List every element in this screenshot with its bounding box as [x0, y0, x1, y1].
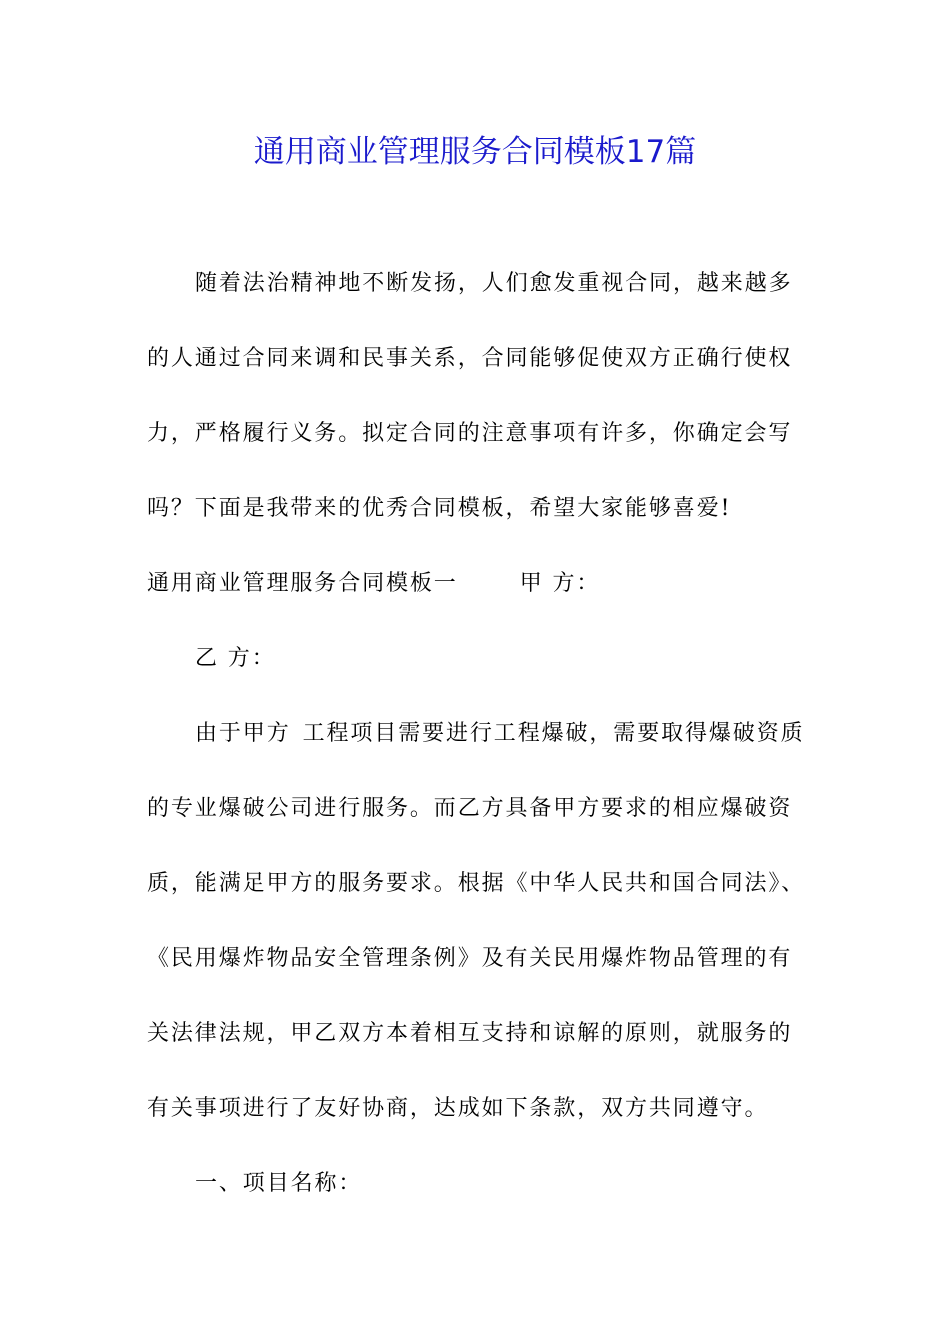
body-line-2: 的专业爆破公司进行服务。而乙方具备甲方要求的相应爆破资	[147, 796, 793, 821]
body-line-1-suffix: 工程项目需要进行工程爆破，需要取得爆破资质	[302, 721, 805, 746]
party-b-label: 乙 方：	[195, 646, 276, 671]
intro-line-3: 力，严格履行义务。拟定合同的注意事项有许多，你确定会写	[147, 421, 793, 446]
body-line-1-prefix: 由于甲方	[195, 721, 291, 746]
intro-line-1: 随着法治精神地不断发扬，人们愈发重视合同，越来越多	[195, 271, 793, 296]
body-line-1	[195, 714, 875, 754]
body-line-5: 关法律法规，甲乙双方本着相互支持和谅解的原则，就服务的	[147, 1021, 793, 1046]
body-line-4: 《民用爆炸物品安全管理条例》及有关民用爆炸物品管理的有	[147, 946, 793, 971]
item-1-heading: 一、项目名称：	[195, 1171, 363, 1196]
intro-line-2: 的人通过合同来调和民事关系，合同能够促使双方正确行使权	[147, 346, 793, 371]
intro-line-4: 吗？下面是我带来的优秀合同模板，希望大家能够喜爱!	[147, 496, 732, 521]
body-line-6: 有关事项进行了友好协商，达成如下条款，双方共同遵守。	[147, 1096, 769, 1121]
body-line-3: 质，能满足甲方的服务要求。根据《中华人民共和国合同法》、	[147, 871, 806, 896]
section-heading: 通用商业管理服务合同模板一	[147, 571, 458, 596]
document-title: 通用商业管理服务合同模板17篇	[253, 134, 697, 170]
section-heading-row	[147, 564, 827, 604]
party-a-label: 甲 方：	[519, 571, 601, 596]
